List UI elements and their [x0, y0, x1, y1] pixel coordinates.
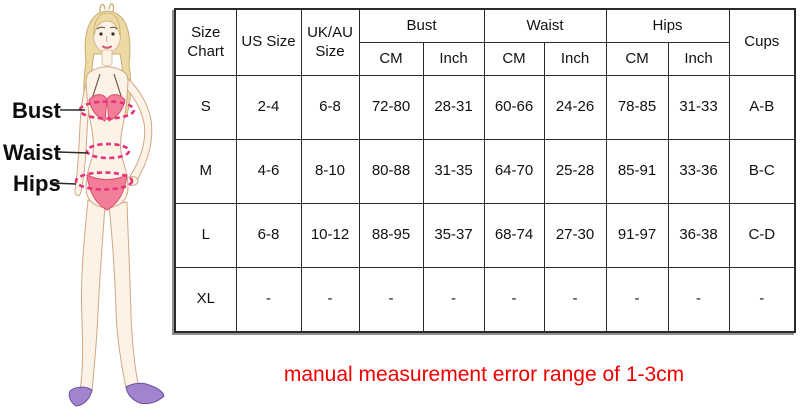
measurement-note: manual measurement error range of 1-3cm [283, 363, 685, 386]
table-cell: 2-4 [236, 76, 301, 140]
table-cell: B-C [729, 140, 795, 204]
unit-header-bust-cm: CM [359, 43, 423, 76]
eye-right [111, 32, 114, 35]
table-cell: 6-8 [236, 204, 301, 268]
right-shoe [126, 383, 164, 403]
table-cell: 24-26 [544, 76, 606, 140]
col-header-uk-au-size: UK/AU Size [301, 9, 359, 76]
table-cell: 8-10 [301, 140, 359, 204]
left-leg [80, 200, 105, 392]
unit-header-waist-inch: Inch [544, 43, 606, 76]
fashion-figure-illustration [0, 0, 175, 419]
table-cell: 6-8 [301, 76, 359, 140]
table-cell: 35-37 [423, 204, 484, 268]
unit-header-waist-cm: CM [484, 43, 544, 76]
header-row-groups [175, 9, 795, 43]
table-cell: 25-28 [544, 140, 606, 204]
table-cell: - [236, 268, 301, 332]
table-cell: - [544, 268, 606, 332]
table-cell: 10-12 [301, 204, 359, 268]
unit-header-hips-cm: CM [606, 43, 668, 76]
hips-label: Hips [13, 171, 61, 196]
table-cell: A-B [729, 76, 795, 140]
table-cell: 78-85 [606, 76, 668, 140]
table-cell: M [175, 140, 236, 204]
table-cell: - [668, 268, 729, 332]
table-cell: 27-30 [544, 204, 606, 268]
table-cell: 36-38 [668, 204, 729, 268]
col-header-us-size: US Size [236, 9, 301, 76]
col-header-hips: Hips [606, 9, 729, 43]
table-cell: 33-36 [668, 140, 729, 204]
table-cell: 64-70 [484, 140, 544, 204]
table-cell: 31-35 [423, 140, 484, 204]
col-header-cups: Cups [729, 9, 795, 76]
size-row-m [175, 140, 795, 204]
table-cell: 4-6 [236, 140, 301, 204]
unit-header-bust-inch: Inch [423, 43, 484, 76]
table-cell: 28-31 [423, 76, 484, 140]
table-cell: - [606, 268, 668, 332]
size-row-l [175, 204, 795, 268]
size-row-s [175, 76, 795, 140]
table-cell: 85-91 [606, 140, 668, 204]
table-cell: 91-97 [606, 204, 668, 268]
bust-label: Bust [12, 98, 61, 123]
right-leg [109, 202, 138, 388]
size-chart-table [174, 8, 796, 333]
table-cell: 88-95 [359, 204, 423, 268]
table-cell: S [175, 76, 236, 140]
waist-pointer-line [58, 152, 88, 153]
table-cell: 68-74 [484, 204, 544, 268]
size-row-xl [175, 268, 795, 332]
table-cell: 80-88 [359, 140, 423, 204]
table-cell: XL [175, 268, 236, 332]
table-cell: 31-33 [668, 76, 729, 140]
table-cell: - [423, 268, 484, 332]
table-cell: - [359, 268, 423, 332]
table-cell: 72-80 [359, 76, 423, 140]
waist-label: Waist [3, 140, 61, 165]
table-cell: L [175, 204, 236, 268]
col-header-size-chart: Size Chart [175, 9, 236, 76]
left-shoe [69, 387, 92, 406]
table-cell: - [729, 268, 795, 332]
table-cell: C-D [729, 204, 795, 268]
col-header-bust: Bust [359, 9, 484, 43]
table-cell: - [301, 268, 359, 332]
table-cell: 60-66 [484, 76, 544, 140]
eye-left [99, 32, 102, 35]
col-header-waist: Waist [484, 9, 606, 43]
neck [102, 50, 112, 66]
unit-header-hips-inch: Inch [668, 43, 729, 76]
table-cell: - [484, 268, 544, 332]
